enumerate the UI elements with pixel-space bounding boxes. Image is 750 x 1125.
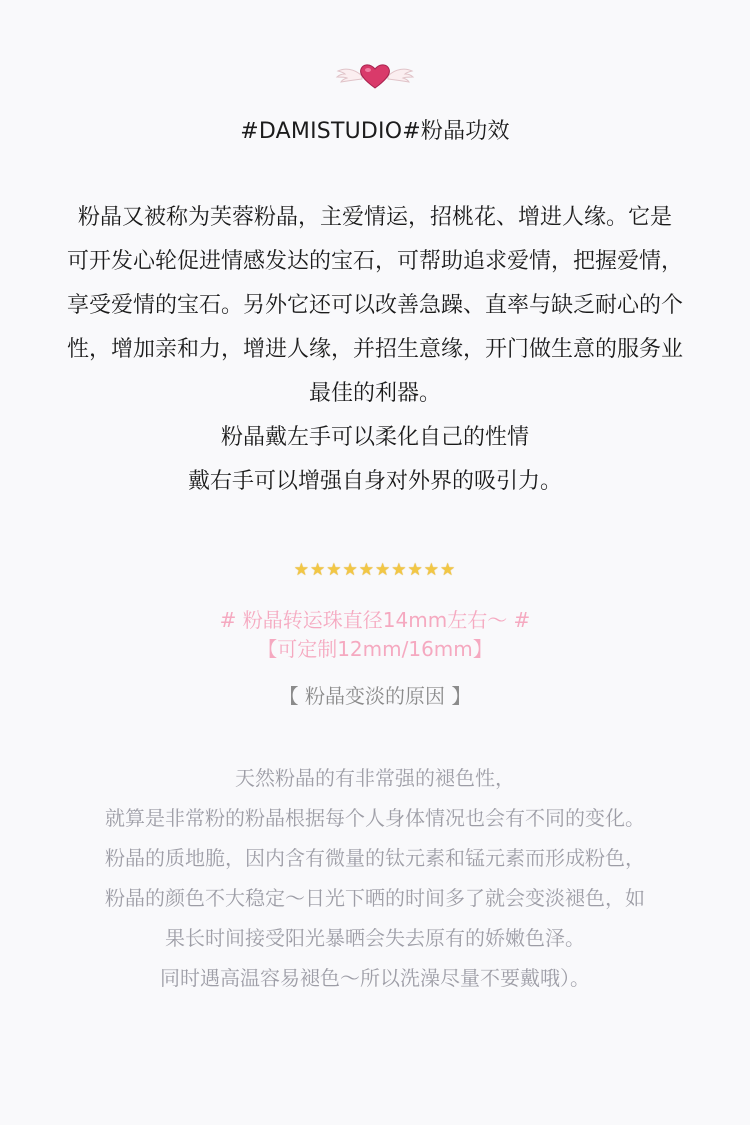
intro-line: 可开发心轮促进情感发达的宝石，可帮助追求爱情，把握爱情， [66, 249, 683, 274]
star-icon: ★ [423, 560, 440, 580]
star-icon: ★ [391, 560, 408, 580]
star-icon: ★ [375, 560, 392, 580]
detail-line: 就算是非常粉的粉晶根据每个人身体情况也会有不同的变化。 [105, 806, 645, 830]
custom-size-text: 【可定制12mm/16mm】 [257, 637, 493, 661]
fading-reasons-text [20, 758, 730, 998]
intro-line: 享受爱情的宝石。另外它还可以改善急躁、直率与缺乏耐心的个 [66, 293, 683, 318]
star-icon: ★ [440, 560, 457, 580]
detail-line: 果长时间接受阳光暴晒会失去原有的娇嫩色泽。 [165, 926, 585, 950]
intro-line: 性，增加亲和力，增进人缘，并招生意缘，开门做生意的服务业 [66, 337, 683, 362]
star-icon: ★ [407, 560, 424, 580]
detail-line: 粉晶的质地脆，因内含有微量的钛元素和锰元素而形成粉色， [105, 846, 645, 870]
intro-line: 粉晶戴左手可以柔化自己的性情 [220, 425, 529, 450]
star-divider [0, 560, 750, 580]
star-icon: ★ [293, 560, 310, 580]
intro-line: 最佳的利器。 [308, 381, 441, 406]
page-title: #DAMISTUDIO#粉晶功效 [240, 119, 510, 144]
intro-text [30, 196, 720, 504]
detail-line: 天然粉晶的有非常强的褪色性， [235, 766, 515, 790]
intro-line: 粉晶又被称为芙蓉粉晶，主爱情运，招桃花、增进人缘。它是 [77, 205, 672, 230]
section-heading: 【 粉晶变淡的原因 】 [278, 684, 472, 708]
star-icon: ★ [326, 560, 343, 580]
bead-size-text: # 粉晶转运珠直径14mm左右～ # [219, 608, 531, 632]
intro-line: 戴右手可以增强自身对外界的吸引力。 [187, 469, 562, 494]
detail-line: 同时遇高温容易褪色～所以洗澡尽量不要戴哦）。 [160, 966, 590, 990]
star-icon: ★ [358, 560, 375, 580]
star-icon: ★ [342, 560, 359, 580]
detail-line: 粉晶的颜色不大稳定～日光下晒的时间多了就会变淡褪色，如 [105, 886, 645, 910]
winged-heart-icon [330, 58, 420, 94]
star-icon: ★ [310, 560, 327, 580]
